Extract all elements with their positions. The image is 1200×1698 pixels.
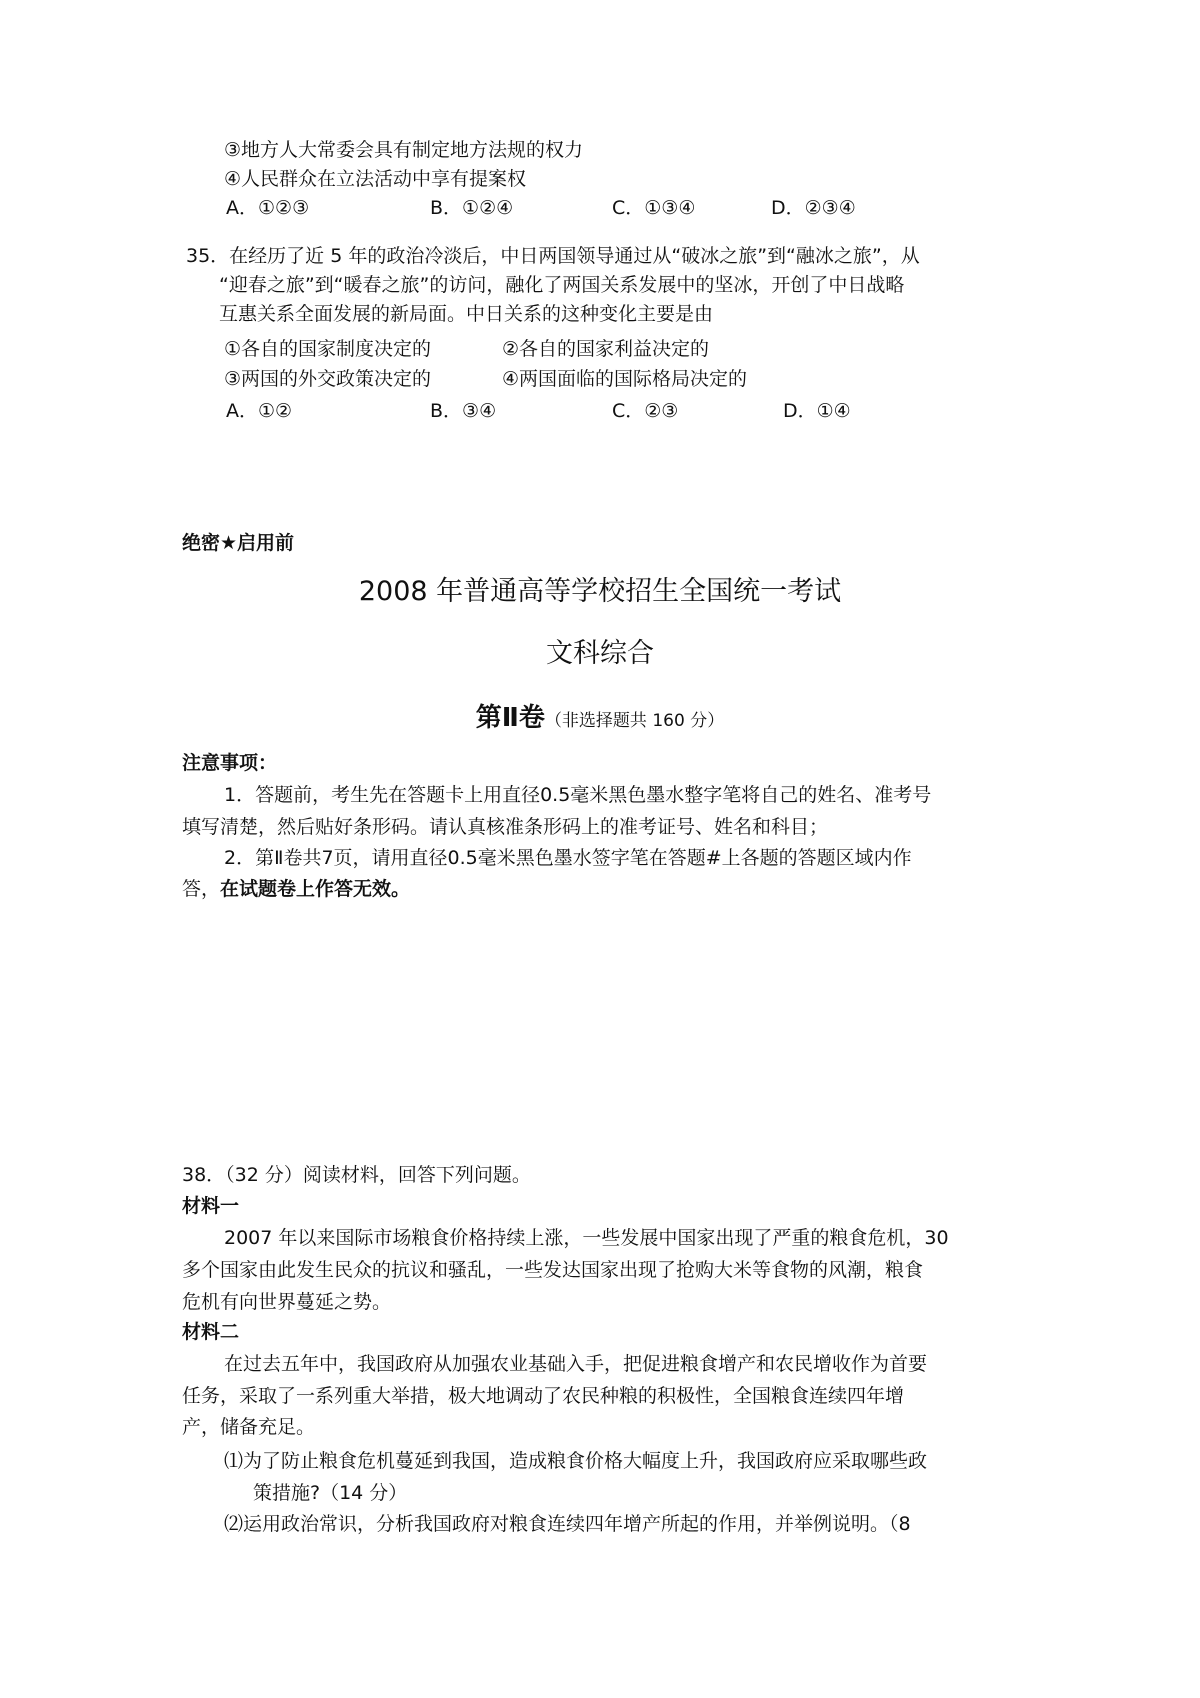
q34-option-b: B．①②④ <box>430 197 514 219</box>
q35-option-c: C．②③ <box>612 400 679 422</box>
exam-title: 2008 年普通高等学校招生全国统一考试 <box>358 576 842 607</box>
notes-item-2-warning: 在试题卷上作答无效。 <box>220 878 411 900</box>
q35-item-1: ①各自的国家制度决定的 <box>224 338 432 360</box>
q35-stem-line-2: “迎春之旅”到“暖春之旅”的访问，融化了两国关系发展中的坚冰，开创了中日战略 <box>219 274 905 296</box>
section-name: 第Ⅱ卷 <box>475 703 545 733</box>
q35-option-b: B．③④ <box>430 400 497 422</box>
q38-material-1-line-3: 危机有向世界蔓延之势。 <box>182 1291 392 1313</box>
notes-item-2-line-1: 2．第Ⅱ卷共7页，请用直径0.5毫米黑色墨水签字笔在答题#上各题的答题区域内作 <box>224 847 912 869</box>
q35-options <box>226 398 926 424</box>
q38-material-2-line-1: 在过去五年中，我国政府从加强农业基础入手，把促进粮食增产和农民增收作为首要 <box>224 1353 928 1375</box>
notes-item-1-line-2: 填写清楚，然后贴好条形码。请认真核准条形码上的准考证号、姓名和科目； <box>182 816 829 838</box>
q34-item-3: ③地方人大常委会具有制定地方法规的权力 <box>224 139 584 161</box>
q35-stem-line-1: 35．在经历了近 5 年的政治冷淡后，中日两国领导通过从“破冰之旅”到“融冰之旅”，从 <box>186 245 920 267</box>
q34-options <box>226 195 926 221</box>
q35-option-d: D．①④ <box>783 400 851 422</box>
q38-subquestion-1-line-1: ⑴为了防止粮食危机蔓延到我国，造成粮食价格大幅度上升，我国政府应采取哪些政 <box>224 1450 928 1472</box>
q35-item-3: ③两国的外交政策决定的 <box>224 368 432 390</box>
q35-item-2: ②各自的国家利益决定的 <box>502 338 710 360</box>
q38-material-2-line-3: 产，储备充足。 <box>182 1416 316 1438</box>
q35-item-4: ④两国面临的国际格局决定的 <box>502 368 748 390</box>
q34-option-c: C．①③④ <box>612 197 696 219</box>
notes-item-2-line-2 <box>182 876 410 902</box>
notes-item-1-line-1: 1．答题前，考生先在答题卡上用直径0.5毫米黑色墨水整字笔将自己的姓名、准考号 <box>224 784 932 806</box>
notes-item-2-answer-prefix: 答， <box>182 878 221 900</box>
q38-material-2-heading: 材料二 <box>182 1321 240 1343</box>
q34-option-a: A．①②③ <box>226 197 310 219</box>
q35-stem-line-3: 互惠关系全面发展的新局面。中日关系的这种变化主要是由 <box>219 303 714 325</box>
q38-material-1-line-2: 多个国家由此发生民众的抗议和骚乱，一些发达国家出现了抢购大米等食物的风潮，粮食 <box>182 1259 924 1281</box>
q34-option-d: D．②③④ <box>771 197 856 219</box>
q34-item-4: ④人民群众在立法活动中享有提案权 <box>224 168 527 190</box>
secret-label: 绝密★启用前 <box>182 532 295 554</box>
q38-material-1-heading: 材料一 <box>182 1195 240 1217</box>
section-note: （非选择题共 160 分） <box>544 711 725 731</box>
q35-option-a: A．①② <box>226 400 293 422</box>
q38-intro: 38．（32 分）阅读材料，回答下列问题。 <box>182 1164 531 1186</box>
q38-subquestion-1-line-2: 策措施?（14 分） <box>253 1482 408 1504</box>
section-title <box>0 700 1200 739</box>
q38-material-1-line-1: 2007 年以来国际市场粮食价格持续上涨，一些发展中国家出现了严重的粮食危机，30 <box>224 1227 949 1249</box>
notes-heading: 注意事项： <box>182 752 278 774</box>
q38-subquestion-2-line-1: ⑵运用政治常识，分析我国政府对粮食连续四年增产所起的作用，并举例说明。（8 <box>224 1513 911 1535</box>
q38-material-2-line-2: 任务，采取了一系列重大举措，极大地调动了农民种粮的积极性，全国粮食连续四年增 <box>182 1385 905 1407</box>
subject-title: 文科综合 <box>546 638 654 669</box>
